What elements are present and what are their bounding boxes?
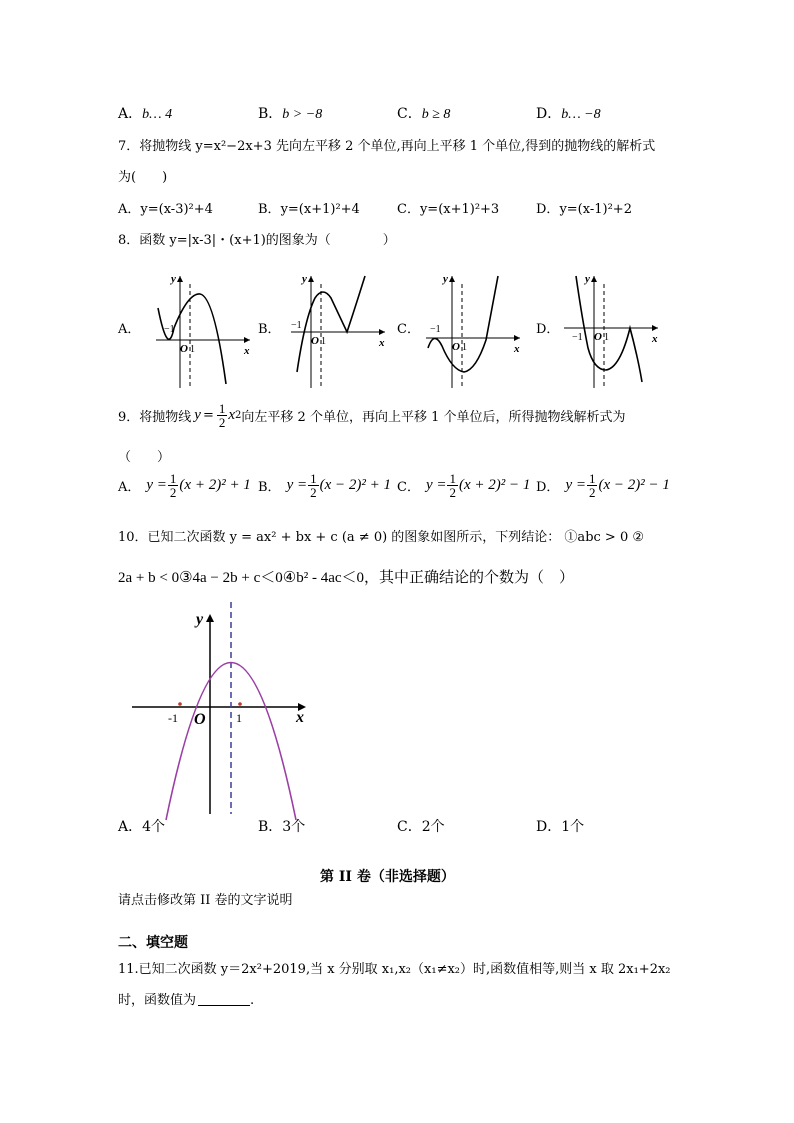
graph-neg-one-label: -1 xyxy=(168,711,178,725)
graph-x-label: x xyxy=(652,333,658,345)
q10-graph xyxy=(128,600,328,822)
graph-neg-one-label: −1 xyxy=(164,324,175,335)
section-note[interactable]: 请点击修改第 II 卷的文字说明 xyxy=(118,893,293,908)
q9-option-d: D． y = $\frac{1}{2}$ (x − 2)² − 1 xyxy=(536,471,670,500)
q9-option-c: C． y = $\frac{1}{2}$ (x + 2)² − 1 xyxy=(397,471,531,500)
graph-x-label: x xyxy=(379,337,385,349)
q6-option-a: A．b… 4 xyxy=(118,106,173,122)
graph-y-label: y xyxy=(443,273,448,285)
q11-stem-line1: 11.已知二次函数 y＝2x²+2019,当 x 分别取 x₁,x₂（x₁≠x₂）时,函数值相等,则当 x 取 2x₁+2x₂ xyxy=(118,962,671,977)
q9-option-a: A． y = $\frac{1}{2}$ (x + 2)² + 1 xyxy=(118,471,251,500)
q10-option-c: C．2个 xyxy=(397,819,445,835)
graph-origin-label: O xyxy=(194,711,206,728)
graph-x-label: x xyxy=(296,709,304,726)
graph-one-label: 1 xyxy=(190,344,195,355)
q8-graph-b xyxy=(285,268,390,392)
q9-stem: 9．将抛物线 y = $\frac{1}{2}$ x 2 向左平移 2 个单位，再向上平移 1 个单位后，所得抛物线解析式为 xyxy=(118,401,626,430)
q7-option-b: B．y=(x+1)²+4 xyxy=(258,202,360,217)
graph-one-label: 1 xyxy=(462,342,467,353)
q10-option-b: B．3个 xyxy=(258,819,306,835)
q8-option-d-label: D． xyxy=(536,322,560,337)
graph-y-label: y xyxy=(302,273,307,285)
q9-paren: （ ） xyxy=(118,450,171,465)
graph-neg-one-label: −1 xyxy=(430,324,441,335)
q6-option-b: B．b > −8 xyxy=(258,106,323,122)
graph-x-label: x xyxy=(244,345,250,357)
q8-stem: 8．函数 y=|x-3|・(x+1)的图象为（ ） xyxy=(118,233,396,248)
q7-option-a: A．y=(x-3)²+4 xyxy=(118,202,213,217)
q7-option-d: D．y=(x-1)²+2 xyxy=(536,202,632,217)
answer-blank[interactable] xyxy=(198,993,250,1006)
q10-stem-line2: 2a + b < 0③4a − 2b + c＜0④b² - 4ac＜0，其中正确结论的个数为（ ） xyxy=(118,570,575,586)
q6-option-d: D．b… −8 xyxy=(536,106,601,122)
q9-option-b: B． y = $\frac{1}{2}$ (x − 2)² + 1 xyxy=(258,471,391,500)
graph-neg-one-label: −1 xyxy=(291,320,302,331)
graph-origin-label: O xyxy=(311,335,319,347)
q10-option-a: A．4个 xyxy=(118,819,166,835)
graph-one-label: 1 xyxy=(321,336,326,347)
q8-option-a-label: A． xyxy=(118,322,141,337)
q11-stem-line2: 时，函数值为 . xyxy=(118,993,255,1008)
q7-stem-line1: 7．将抛物线 y=x²−2x+3 先向左平移 2 个单位,再向上平移 1 个单位,得到的抛物线的解析式 xyxy=(118,139,656,154)
graph-y-label: y xyxy=(585,273,590,285)
graph-origin-label: O xyxy=(594,331,602,343)
graph-one-label: 1 xyxy=(236,711,242,725)
graph-neg-one-label: −1 xyxy=(572,332,583,343)
graph-one-label: 1 xyxy=(604,332,609,343)
q10-option-d: D．1个 xyxy=(536,819,585,835)
q8-option-c-label: C． xyxy=(397,322,420,337)
graph-y-label: y xyxy=(171,273,176,285)
section-heading: 二、填空题 xyxy=(118,935,188,951)
q8-graph-d xyxy=(558,268,663,392)
q8-option-b-label: B． xyxy=(258,322,281,337)
graph-origin-label: O xyxy=(180,343,188,355)
q10-stem-line1: 10．已知二次函数 y = ax² + bx + c (a ≠ 0) 的图象如图所示，下列结论： ①abc > 0 ② xyxy=(118,530,645,545)
section-title: 第 II 卷（非选择题） xyxy=(320,869,455,885)
graph-origin-label: O xyxy=(452,341,460,353)
q7-stem-line2: 为( ) xyxy=(118,170,168,185)
q6-option-c: C．b ≥ 8 xyxy=(397,106,451,122)
q8-graph-a xyxy=(150,268,255,392)
graph-y-label: y xyxy=(196,611,204,628)
q8-graph-c xyxy=(420,268,525,392)
q7-option-c: C．y=(x+1)²+3 xyxy=(397,202,500,217)
graph-x-label: x xyxy=(514,343,520,355)
